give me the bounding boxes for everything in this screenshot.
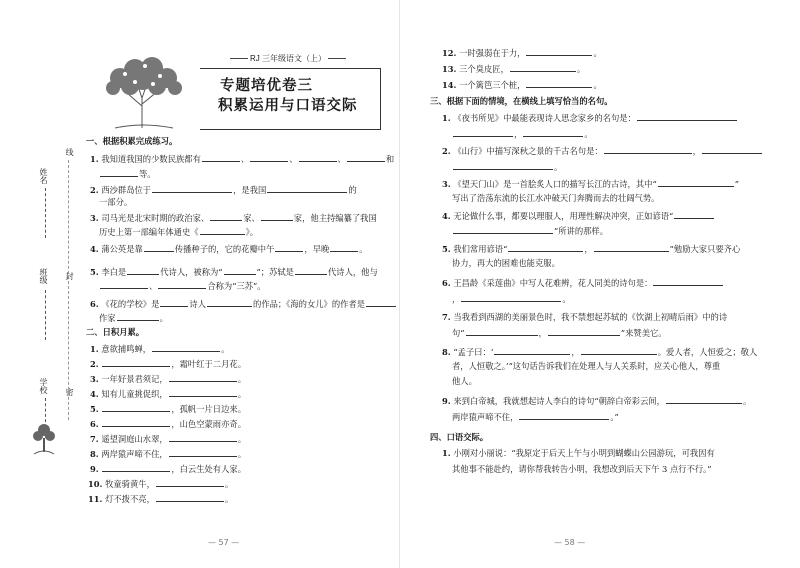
poem-2-text: ，霜叶红于二月花。 [171,359,246,369]
q4 [90,243,368,255]
blank[interactable] [581,346,657,355]
school-label: 学校 [39,378,48,394]
poem-8: 8. 两岸猿声啼不住， 。 [90,449,247,459]
poem-10-number: 10. [88,479,103,489]
blank[interactable] [102,418,170,427]
s4 [442,210,715,222]
blank[interactable] [366,298,396,307]
q4-text-d: 。 [359,244,368,254]
s3-cont: 写出了浩荡东流的长江水冲破天门奔腾而去的壮阔气势。 [452,193,660,203]
poem-13: 13. 三个臭皮匠， 。 [442,64,586,74]
s9 [442,395,751,407]
q4-text-c: ，早晚 [304,244,330,254]
book-tag-text: RJ 三年级语文（上） [250,54,326,63]
poem-14-text: 一个篱笆三个桩， [459,80,526,90]
s9-text-d: 。” [610,412,619,422]
poem-9-text: ，白云生处有人家。 [171,464,246,474]
blank[interactable] [169,373,237,382]
blank[interactable] [202,153,240,162]
blank[interactable] [160,298,188,307]
poem-6 [90,418,246,430]
poem-5-number: 5. [90,404,99,414]
blank[interactable] [169,433,237,442]
s1-number: 1. [442,113,451,123]
blank[interactable] [508,243,583,252]
s4-text-b: ”所讲的那样。 [554,226,609,236]
blank[interactable] [510,63,576,72]
s2-text-b: ， [692,146,701,156]
q6-text-c: 的作品；《海的女儿》的作者是 [253,299,366,309]
blank[interactable] [210,212,242,221]
poem-3-text: 一年好景君须记， [101,374,168,384]
poem-12-text: 一时强弱在于力， [459,48,526,58]
s1 [442,112,738,124]
s5-number: 5. [442,244,451,254]
blank[interactable] [702,145,762,154]
s3-number: 3. [442,179,451,189]
blank[interactable] [152,184,232,193]
blank[interactable] [453,225,553,234]
blank[interactable] [250,153,288,162]
poem-10: 10. 牧童骑黄牛， 。 [88,479,234,489]
blank[interactable] [494,346,570,355]
o1-cont: 其他事不能赴约，请你帮我转告小明，我想改到后天下午 3 点行不行。” [452,464,712,474]
section-1-heading: 一、根据积累完成练习。 [86,136,178,146]
blank[interactable] [152,343,220,352]
blank[interactable] [261,212,293,221]
poem-4-number: 4. [90,389,99,399]
s1-text-b: ， [514,129,523,139]
poem-4: 4. 知有儿童挑促织， 。 [90,389,247,399]
blank[interactable] [330,243,358,252]
s2-cont [452,161,562,173]
poem-14-number: 14. [442,80,457,90]
q5-text-d: 代诗人，他与 [327,267,378,277]
blank[interactable] [156,493,224,502]
q5-text-c: ”；苏轼是 [256,267,294,277]
q3 [90,212,377,224]
s8-text-b: ， [571,347,580,357]
title-block [85,56,381,130]
blank[interactable] [526,79,592,88]
poem-11: 11. 灯不拨不亮， 。 [88,494,234,504]
poem-4-text: 知有儿童挑促织， [101,389,168,399]
o1-number: 1. [442,448,451,458]
blank[interactable] [117,312,159,321]
s7-number: 7. [442,312,451,322]
poem-12-number: 12. [442,48,457,58]
q6-text-d: 作家 [99,313,116,323]
blank[interactable] [169,388,237,397]
name-label: 姓名 [39,168,48,184]
tree-illustration [85,56,200,130]
q1-cont [99,168,156,180]
q2-text-c: 的 [348,185,357,195]
s8 [442,346,757,358]
class-line [45,290,46,340]
s2-text-c: 。 [554,162,563,172]
blank[interactable] [466,327,538,336]
s8-number: 8. [442,347,451,357]
blank[interactable] [523,128,583,137]
s9-cont [452,411,619,423]
s9-text: 来到白帝城，我就想起诗人李白的诗句“朝辞白帝彩云间， [453,396,665,406]
name-line [45,188,46,238]
blank[interactable] [637,112,737,121]
poem-2 [90,358,246,370]
s5-text-c: ”勉励大家只要齐心 [669,244,741,254]
blank[interactable] [169,448,237,457]
blank[interactable] [102,403,170,412]
s7-cont [452,327,667,339]
q6-text-b: 诗人 [189,299,207,309]
page-number-57: — 57 — [208,538,240,547]
poem-11-number: 11. [88,494,103,504]
blank[interactable] [200,226,245,235]
tree-decoration-icon [32,420,56,460]
blank[interactable] [594,243,669,252]
title-line-1: 专题培优卷三 [220,77,313,94]
q2-number: 2. [90,185,99,195]
blank[interactable] [224,266,256,275]
section-2-heading: 二、日积月累。 [86,327,145,337]
q5-text-b: 代诗人，被称为“ [160,267,223,277]
q5-cont: 、 合称为“三苏”。 [99,280,266,292]
s6-cont [452,293,571,305]
s6-text: 王昌龄《采莲曲》中写人花难辨，花人同美的诗句是： [453,278,653,288]
s6-number: 6. [442,278,451,288]
s4-cont [452,225,608,237]
s3-text-b: ” [734,179,739,189]
s7-text: 当我看到西湖的美丽景色时，我不禁想起苏轼的《饮湖上初晴后雨》中的诗 [453,312,728,322]
poem-8-number: 8. [90,449,99,459]
o1-text: 小刚对小丽说：“我原定于后天上午与小明到蝴蝶山公园游玩，可我因有 [453,448,715,458]
poem-1-text: 意欲捕鸣蝉， [101,344,152,354]
s2-number: 2. [442,146,451,156]
poem-12: 12. 一时强弱在于力， 。 [442,48,602,58]
s5-text-b: ， [584,244,593,254]
blank[interactable] [144,243,174,252]
q1-text-b: 和 [385,154,395,164]
page-number-58: — 58 — [554,538,586,547]
poem-1: 1. 意欲捕鸣蝉， 。 [90,344,230,354]
q2-cont: 一部分。 [99,197,133,207]
q1-number: 1. [90,154,99,164]
poem-7-number: 7. [90,434,99,444]
poem-7-text: 遥望洞庭山水翠， [101,434,168,444]
s6-text-c: 。 [562,294,571,304]
q3-text: 司马光是北宋时期的政治家、 [101,213,210,223]
s7-text-c: ， [538,328,547,338]
q2-text: 西沙群岛位于 [101,185,152,195]
blank[interactable] [102,463,170,472]
s9-text-c: 两岸猿声啼不住， [452,412,519,422]
cut-line [68,160,69,420]
poem-13-text: 三个臭皮匠， [459,64,509,74]
blank[interactable] [100,168,138,177]
s8-cont-2: 他人。 [452,376,477,386]
blank[interactable] [102,358,170,367]
blank[interactable] [519,411,609,420]
blank[interactable] [127,266,159,275]
q1: 1. 我知道我国的少数民族都有 、 、 、 和 [90,154,395,164]
q5 [90,266,378,278]
title-line-2: 积累运用与口语交际 [218,97,358,114]
s7 [442,312,727,323]
s8-text-c: 。爱人者，人恒爱之；敬人 [657,347,758,357]
q5-number: 5. [90,267,99,277]
q5-text: 李白是 [101,267,127,277]
poem-2-number: 2. [90,359,99,369]
blank[interactable] [666,395,742,404]
q3-cont [99,226,258,238]
q3-text-c: 家，他主持编纂了我国 [293,213,377,223]
s1-cont [452,128,593,140]
s5-cont: 协力，再大的困难也能克服。 [452,258,560,268]
q2-text-b: ，是我国 [233,185,267,195]
poem-14: 14. 一个篱笆三个桩， 。 [442,80,602,90]
s5-text: 我们常用谚语“ [453,244,508,254]
s3-text: 《望天门山》是一首脍炙人口的描写长江的古诗，其中“ [453,179,657,189]
blank[interactable] [461,293,561,302]
s9-number: 9. [442,396,451,406]
s7-text-b: 句“ [452,328,465,338]
s4-text: 无论做什么事，都要以理服人，用理性解决冲突，正如谚语“ [453,211,674,221]
binding-mark-line: 线 [65,148,74,156]
s3 [442,178,739,190]
s2 [442,145,763,157]
q4-number: 4. [90,244,99,254]
poem-11-text: 灯不拨不亮， [105,494,155,504]
blank[interactable] [653,277,723,286]
s8-cont: 者，人恒敬之。’”这句话告诉我们在处理人与人关系时，应关心他人，尊重 [452,361,721,371]
class-label: 班级 [39,268,48,284]
poem-1-number: 1. [90,344,99,354]
s1-text: 《夜书所见》中最能表现诗人思念家乡的名句是： [453,113,636,123]
poem-6-number: 6. [90,419,99,429]
binding-mark-secret: 密 [65,388,74,396]
blank[interactable] [658,178,734,187]
blank[interactable] [548,327,620,336]
s8-text: “孟子曰：‘ [453,347,494,357]
poem-8-text: 两岸猿声啼不住， [101,449,168,459]
blank[interactable] [275,243,303,252]
poem-13-number: 13. [442,64,457,74]
section-3-heading: 三、根据下面的情境，在横线上填写恰当的名句。 [430,96,613,106]
s7-text-d: ”来赞美它。 [620,328,667,338]
blank[interactable] [295,266,327,275]
poem-5 [90,403,246,415]
blank[interactable] [267,184,347,193]
blank[interactable] [156,478,224,487]
q2 [90,184,357,196]
poem-7: 7. 遥望洞庭山水翠， 。 [90,434,247,444]
s1-text-c: 。 [584,129,593,139]
section-4-heading: 四、口语交际。 [430,432,489,442]
q1-text: 我知道我国的少数民族都有 [101,154,201,164]
poem-9-number: 9. [90,464,99,474]
q6-cont [99,312,168,324]
right-page [400,0,800,568]
poem-6-text: ，山色空蒙雨亦奇。 [171,419,246,429]
q3-text-d: 历史上第一部编年体通史《 [99,227,199,237]
s6-text-b: ， [452,294,461,304]
q6-text-e: 。 [159,313,168,323]
q4-text-b: 传播种子的，它的花瓣中午 [174,244,275,254]
blank[interactable] [674,210,714,219]
q1-text-c: 等。 [139,169,156,179]
o1 [442,448,715,459]
q3-number: 3. [90,213,99,223]
poem-10-text: 牧童骑黄牛， [105,479,155,489]
q6 [90,298,397,310]
q5-text-e: 合称为“三苏”。 [207,281,266,291]
blank[interactable] [526,47,592,56]
q4-text: 蒲公英是靠 [101,244,143,254]
poem-3-number: 3. [90,374,99,384]
q3-text-e: 》。 [245,227,259,237]
poem-9 [90,463,246,475]
s4-number: 4. [442,211,451,221]
s6 [442,277,724,289]
poem-3: 3. 一年好景君须记， 。 [90,374,247,384]
blank[interactable] [158,280,206,289]
blank[interactable] [604,145,692,154]
blank[interactable] [299,153,337,162]
poem-5-text: ，孤帆一片日边来。 [171,404,246,414]
binding-mark-seal: 封 [65,272,74,280]
q6-text: 《花的学校》是 [101,299,160,309]
s2-text: 《山行》中描写深秋之景的千古名句是： [453,146,603,156]
blank[interactable] [347,153,385,162]
blank[interactable] [207,298,252,307]
blank[interactable] [453,128,513,137]
q6-number: 6. [90,299,99,309]
blank[interactable] [453,161,553,170]
s9-text-b: 。 [742,396,752,406]
blank[interactable] [100,280,148,289]
q3-text-b: 家、 [243,213,260,223]
s5 [442,243,740,255]
